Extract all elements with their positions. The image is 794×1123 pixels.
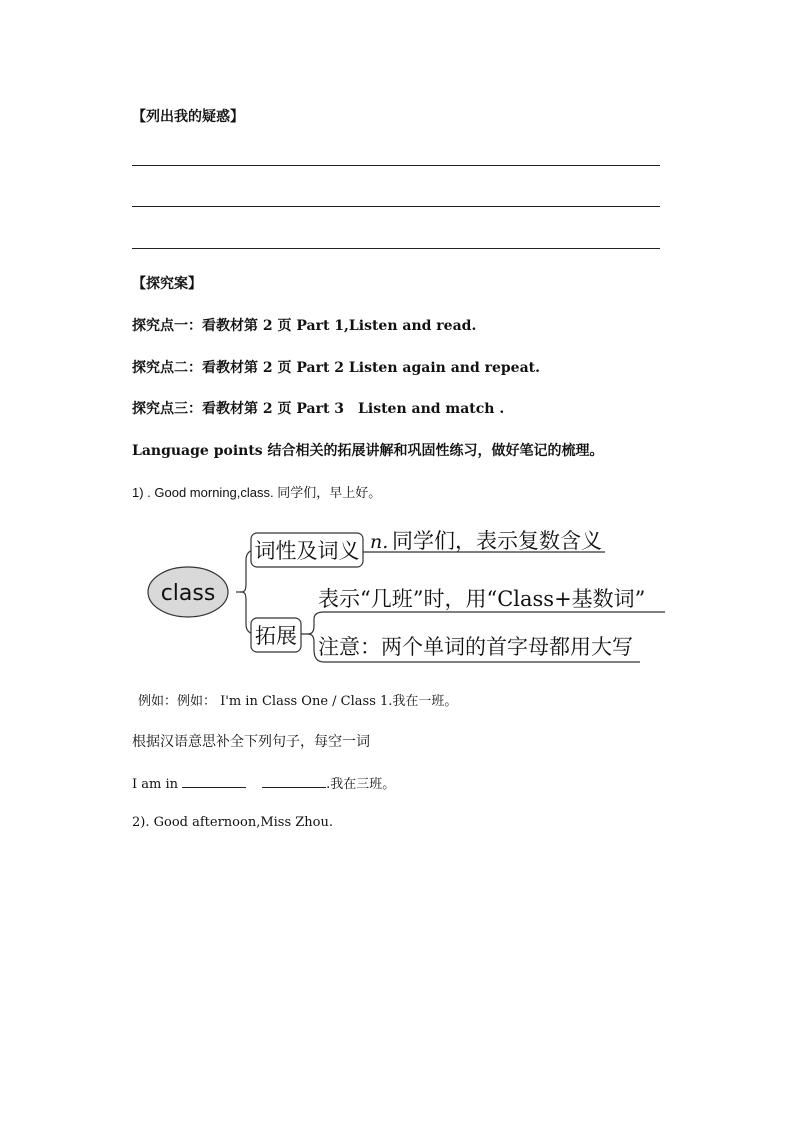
item-1-sentence: 1) . Good morning,class. 同学们，早上好。 (132, 485, 382, 500)
exercise-sentence (132, 773, 395, 792)
answer-line-3 (132, 248, 660, 249)
branch-2-upper-line (301, 612, 665, 634)
explore-point-2: 探究点二：看教材第 2 页 Part 2 Listen again and repeat. (132, 360, 540, 376)
branch-1-pos: n. (370, 531, 389, 553)
answer-line-1 (132, 165, 660, 166)
doubts-heading: 【列出我的疑惑】 (132, 109, 244, 125)
branch-2-line-2: 注意：两个单词的首字母都用大写 (318, 635, 633, 659)
branch-2-line-1: 表示“几班”时，用“Class+基数词” (318, 587, 646, 611)
answer-line-2 (132, 206, 660, 207)
example-sentence: 例如：例如： I'm in Class One / Class 1.我在一班。 (138, 694, 458, 709)
explore-point-3: 探究点三：看教材第 2 页 Part 3 Listen and match . (132, 401, 505, 417)
exercise-prefix: I am in (132, 777, 179, 792)
branch-2-label: 拓展 (255, 624, 297, 648)
answer-blank-1[interactable] (182, 775, 246, 788)
class-mind-map (140, 520, 670, 670)
center-node-label: class (160, 581, 216, 606)
explore-point-1: 探究点一：看教材第 2 页 Part 1,Listen and read. (132, 318, 477, 334)
exercise-suffix: .我在三班。 (326, 777, 396, 792)
item-2-sentence: 2). Good afternoon,Miss Zhou. (132, 815, 334, 830)
branch-1-label: 词性及词义 (254, 539, 360, 563)
answer-blank-2[interactable] (262, 775, 326, 788)
exercise-instruction: 根据汉语意思补全下列句子，每空一词 (132, 734, 370, 750)
explore-heading: 【探究案】 (132, 276, 202, 292)
language-points: Language points 结合相关的拓展讲解和巩固性练习，做好笔记的梳理。 (132, 443, 604, 459)
branch-1-text: 同学们，表示复数含义 (392, 529, 602, 553)
